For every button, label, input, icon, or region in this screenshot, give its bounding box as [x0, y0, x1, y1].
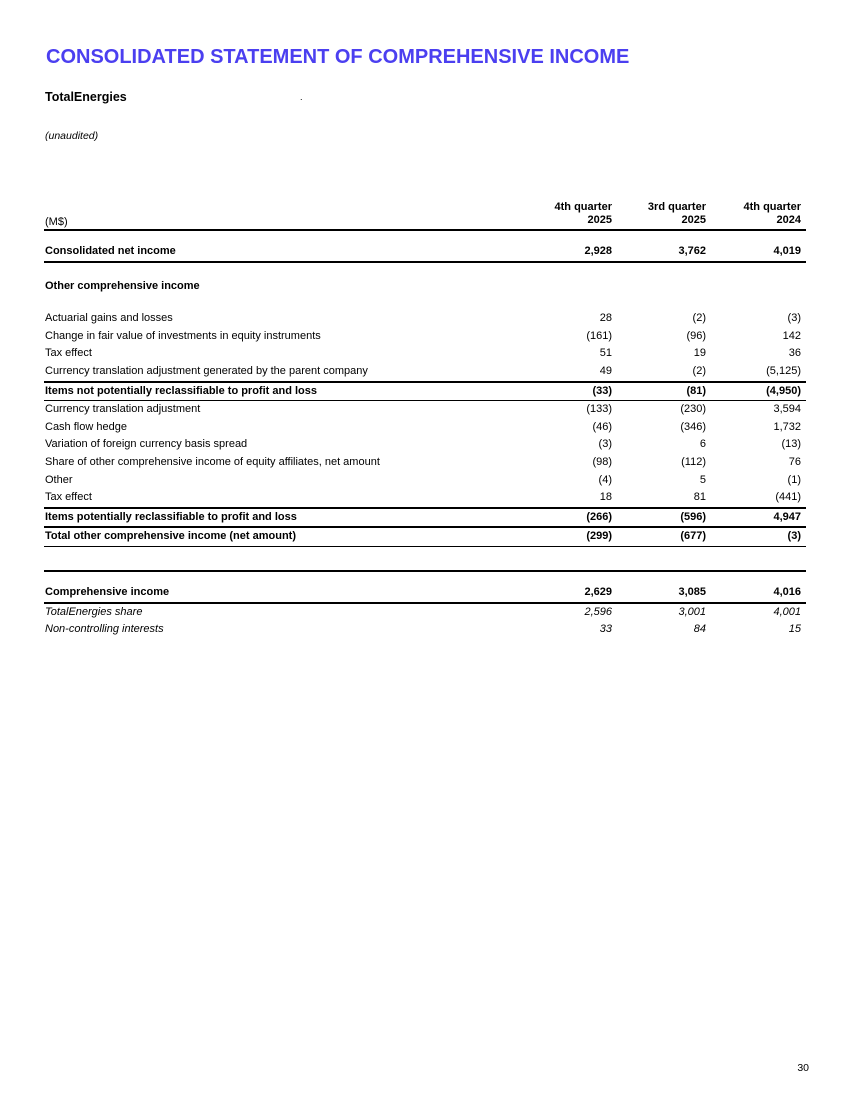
table-row: Cash flow hedge (46) (346) 1,732	[45, 420, 801, 433]
table-header	[44, 199, 806, 231]
total-oci-row: Total other comprehensive income (net amount) (299) (677) (3)	[44, 528, 806, 547]
stray-dot: .	[300, 92, 303, 102]
unaudited-note: (unaudited)	[45, 130, 99, 142]
subtotal-reclassifiable: Items potentially reclassifiable to profit and loss (266) (596) 4,947	[44, 509, 806, 529]
table-row: Actuarial gains and losses 28 (2) (3)	[45, 312, 801, 325]
income-statement-table	[44, 199, 806, 639]
table-row: Currency translation adjustment generated by the parent company 49 (2) (5,125)	[44, 363, 806, 383]
comprehensive-income-row: Comprehensive income 2,629 3,085 4,016	[44, 584, 806, 604]
totalenergies-share-row: TotalEnergies share 2,596 3,001 4,001	[45, 605, 801, 618]
net-income-row: Consolidated net income 2,928 3,762 4,019	[44, 243, 806, 263]
table-row: Tax effect 18 81 (441)	[44, 489, 806, 509]
oci-heading: Other comprehensive income	[45, 279, 200, 292]
column-header-q4-2025: 4th quarter 2025	[554, 201, 612, 226]
non-controlling-interests-row: Non-controlling interests 33 84 15	[45, 623, 801, 636]
column-header-q3-2025: 3rd quarter 2025	[647, 201, 706, 226]
table-row: Variation of foreign currency basis spread (3) 6 (13)	[45, 438, 801, 451]
subtotal-not-reclassifiable: Items not potentially reclassifiable to profit and loss (33) (81) (4,950)	[44, 383, 806, 402]
table-row: Tax effect 51 19 36	[45, 347, 801, 360]
column-header-q4-2024: 4th quarter 2024	[743, 201, 801, 226]
table-row: Change in fair value of investments in equity instruments (161) (96) 142	[45, 329, 801, 342]
table-row: Share of other comprehensive income of equity affiliates, net amount (98) (112) 76	[45, 455, 801, 468]
table-row: Currency translation adjustment (133) (230) 3,594	[45, 403, 801, 416]
company-name: TotalEnergies	[45, 90, 127, 104]
table-row: Other (4) 5 (1)	[45, 473, 801, 486]
page-number: 30	[797, 1062, 809, 1074]
page-title: CONSOLIDATED STATEMENT OF COMPREHENSIVE INCOME	[46, 46, 630, 68]
unit-label: (M$)	[45, 216, 68, 228]
